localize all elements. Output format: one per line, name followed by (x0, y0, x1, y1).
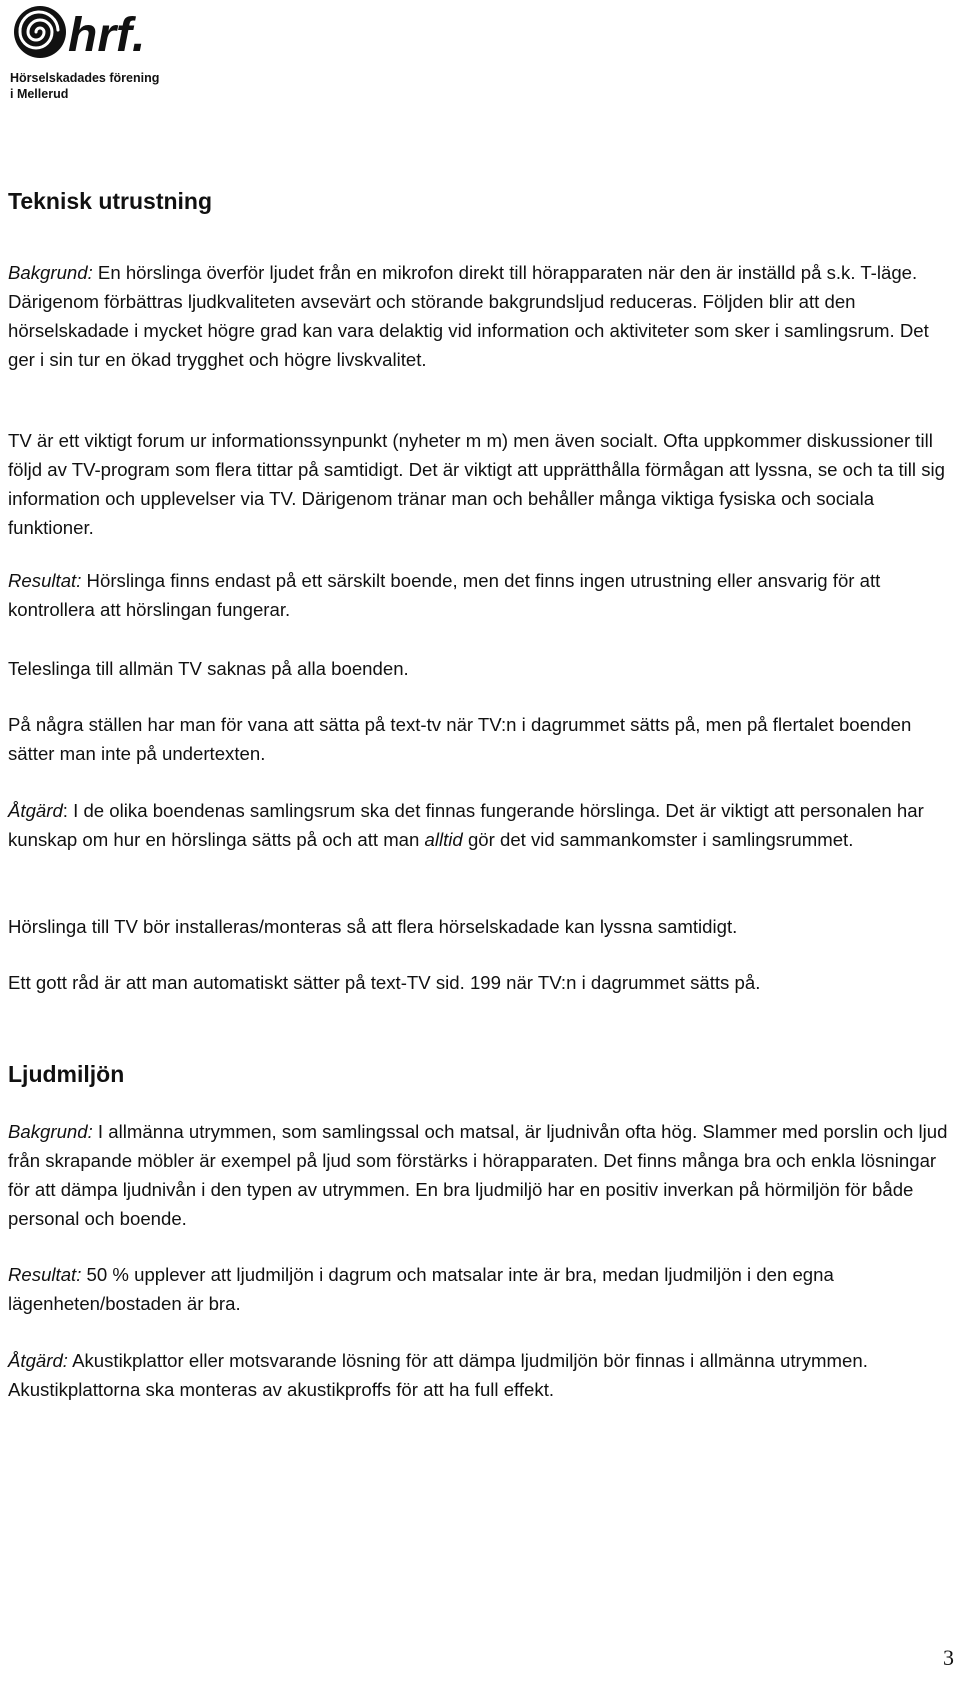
italic-run: Bakgrund: (8, 1121, 93, 1142)
paragraph (8, 796, 953, 854)
logo-line2: i Mellerud (10, 87, 69, 101)
page-number: 3 (943, 1645, 954, 1670)
logo-line1: Hörselskadades förening (10, 71, 160, 85)
ear-spiral-icon (14, 6, 66, 58)
logo-wordmark: hrf. (68, 9, 146, 62)
text-run: 50 % upplever att ljudmiljön i dagrum och matsalar inte är bra, medan ljudmiljön i den egna lägenheten/bostaden är bra. (8, 1264, 834, 1314)
paragraph (8, 968, 953, 997)
text-run: En hörslinga överför ljudet från en mikrofon direkt till hörapparaten när den är inställd på s.k. T-läge. Därigenom förbättras ljudkvaliteten avsevärt och störande bakgrundsljud reduceras. Följden blir att den hörselskadade i mycket högre grad kan vara delaktig vid information och aktiviteter som sker i samlingsrum. Det ger i sin tur en ökad trygghet och högre livskvalitet. (8, 262, 929, 370)
section-heading: Ljudmiljön (8, 1061, 125, 1087)
hrf-logo (8, 4, 178, 104)
paragraph (8, 1117, 953, 1233)
section-heading: Teknisk utrustning (8, 188, 213, 214)
italic-run: Resultat: (8, 570, 82, 591)
text-run: gör det vid sammankomster i samlingsrummet. (462, 829, 854, 850)
paragraph (8, 654, 953, 683)
paragraph (8, 1260, 953, 1318)
paragraph (8, 566, 953, 624)
text-run: : I de olika boendenas samlingsrum ska det finnas fungerande hörslinga. Det är viktigt att personalen har kunskap om hur en hörslinga sätts på och att man (8, 800, 924, 850)
text-run: I allmänna utrymmen, som samlingssal och matsal, är ljudnivån ofta hög. Slammer med porslin och ljud från skrapande möbler är exempel på ljud som förstärks i hörapparaten. Det finns många bra och enkla lösningar för att dämpa ljudnivån i den typen av utrymmen. En bra ljudmiljö har en positiv inverkan på hörmiljön för både personal och boende. (8, 1121, 948, 1229)
paragraph (8, 1346, 953, 1404)
text-run: Hörslinga finns endast på ett särskilt boende, men det finns ingen utrustning eller ansvarig för att kontrollera att hörslingan fungerar. (8, 570, 881, 620)
paragraph (8, 426, 953, 542)
paragraph (8, 258, 953, 374)
hrf-logo-graphic (8, 4, 178, 104)
italic-run: Bakgrund: (8, 262, 93, 283)
paragraph (8, 912, 953, 941)
text-run: Hörslinga till TV bör installeras/monteras så att flera hörselskadade kan lyssna samtidigt. (8, 916, 738, 937)
text-run: Akustikplattor eller motsvarande lösning för att dämpa ljudmiljön bör finnas i allmänna utrymmen. Akustikplattorna ska monteras av akustikproffs för att ha full effekt. (8, 1350, 868, 1400)
text-run: TV är ett viktigt forum ur informationssynpunkt (nyheter m m) men även socialt. Ofta uppkommer diskussioner till följd av TV-program som flera tittar på samtidigt. Det är viktigt att upprätthålla förmågan att lyssna, se och ta till sig information och upplevelser via TV. Därigenom tränar man och behåller många viktiga fysiska och sociala funktioner. (8, 430, 945, 538)
text-run: Ett gott råd är att man automatiskt sätter på text-TV sid. 199 när TV:n i dagrummet sätts på. (8, 972, 761, 993)
italic-run: Resultat: (8, 1264, 82, 1285)
italic-run: alltid (424, 829, 463, 850)
paragraph (8, 710, 953, 768)
italic-run: Åtgärd: (8, 1350, 68, 1371)
italic-run: Åtgärd (8, 800, 63, 821)
text-run: På några ställen har man för vana att sätta på text-tv när TV:n i dagrummet sätts på, men på flertalet boenden sätter man inte på undertexten. (8, 714, 912, 764)
text-run: Teleslinga till allmän TV saknas på alla boenden. (8, 658, 409, 679)
